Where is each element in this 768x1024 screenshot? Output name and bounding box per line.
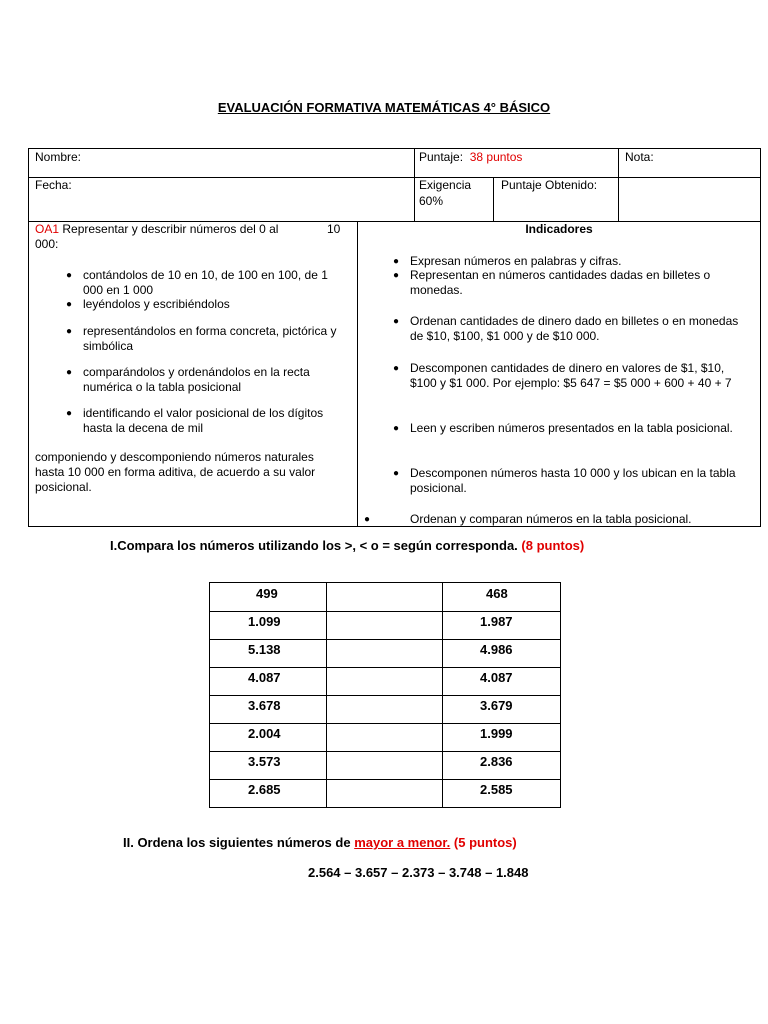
list-item: ● Representan en números cantidades dadas en billetes o monedas.: [393, 268, 711, 297]
objective-closing: componiendo y descomponiendo números naturales hasta 10 000 en forma aditiva, de acuerdo a su valor posicional.: [35, 450, 316, 494]
objective-line1: OA1 Representar y describir números del 0 al: [35, 222, 279, 236]
left-number: 5.138: [248, 642, 281, 657]
fecha-label: Fecha:: [35, 178, 72, 192]
list-item: ● Expresan números en palabras y cifras.: [393, 254, 622, 268]
exigencia-label: Exigencia: [419, 178, 472, 192]
objective-code: OA1: [35, 222, 60, 236]
table-row: [210, 583, 560, 611]
right-number: 2.836: [480, 754, 513, 769]
section-1-points: (8 puntos): [521, 538, 585, 553]
right-number: 3.679: [480, 698, 513, 713]
list-item: ● Descomponen cantidades de dinero en valores de $1, $10, $100 y $1 000. Por ejemplo: $5 647 = $5 000 + 600 + 40 + 7: [393, 361, 732, 390]
left-number: 4.087: [248, 670, 281, 685]
section-1-heading: I.Compara los números utilizando los >, < o = según corresponda. (8 puntos): [110, 538, 585, 553]
right-number: 2.585: [480, 782, 513, 797]
left-number: 1.099: [248, 614, 281, 629]
list-item: ● identificando el valor posicional de los dígitos hasta la decena de mil: [66, 406, 324, 435]
list-item: ● Leen y escriben números presentados en la tabla posicional.: [393, 421, 733, 435]
exigencia-value: 60%: [419, 194, 444, 208]
section-2-points: (5 puntos): [453, 835, 517, 850]
right-number: 1.999: [480, 726, 513, 741]
left-number: 2.685: [248, 782, 281, 797]
table-row: [210, 667, 560, 695]
left-number: 3.573: [248, 754, 281, 769]
objective-line2: 000:: [35, 237, 59, 251]
indicators-heading: Indicadores: [525, 222, 593, 236]
puntaje-label: Puntaje: 38 puntos: [419, 150, 523, 164]
right-number: 1.987: [480, 614, 513, 629]
nota-label: Nota:: [625, 150, 654, 164]
right-number: 4.986: [480, 642, 513, 657]
list-item: ● contándolos de 10 en 10, de 100 en 100, de 1 000 en 1 000: [66, 268, 328, 297]
puntaje-obtenido-label: Puntaje Obtenido:: [501, 178, 598, 192]
header-divider: [29, 177, 760, 178]
header-divider: [618, 149, 619, 221]
list-item: ● comparándolos y ordenándolos en la recta numérica o la tabla posicional: [66, 365, 310, 394]
left-number: 499: [256, 586, 278, 601]
table-row: [210, 751, 560, 779]
right-number: 4.087: [480, 670, 513, 685]
left-number: 3.678: [248, 698, 281, 713]
list-item: ● Descomponen números hasta 10 000 y los ubican en la tabla posicional.: [393, 466, 736, 495]
page-title: EVALUACIÓN FORMATIVA MATEMÁTICAS 4° BÁSICO: [217, 100, 551, 115]
header-divider: [493, 177, 494, 221]
table-row: [210, 639, 560, 667]
table-row: [210, 695, 560, 723]
compare-table: [209, 582, 561, 808]
header-divider: [414, 149, 415, 221]
column-divider: [357, 221, 358, 526]
table-row: [210, 723, 560, 751]
right-number: 468: [486, 586, 508, 601]
list-item: ● Ordenan y comparan números en la tabla posicional.: [364, 512, 692, 526]
table-row: [210, 611, 560, 639]
section-2-heading: II. Ordena los siguientes números de mayor a menor. (5 puntos): [123, 835, 517, 850]
list-item: ● representándolos en forma concreta, pictórica y simbólica: [66, 324, 337, 353]
table-row: [210, 779, 560, 807]
header-table: [28, 148, 761, 527]
list-item: ● Ordenan cantidades de dinero dado en billetes o en monedas de $10, $100, $1 000 y de $10 000.: [393, 314, 739, 343]
objective-line1-tail: 10: [327, 222, 341, 236]
section-2-emphasis: mayor a menor.: [354, 835, 451, 850]
number-sequence: 2.564 – 3.657 – 2.373 – 3.748 – 1.848: [308, 865, 529, 880]
list-item: ● leyéndolos y escribiéndolos: [66, 297, 230, 311]
nombre-label: Nombre:: [35, 150, 82, 164]
left-number: 2.004: [248, 726, 281, 741]
puntaje-value: 38 puntos: [469, 150, 523, 164]
